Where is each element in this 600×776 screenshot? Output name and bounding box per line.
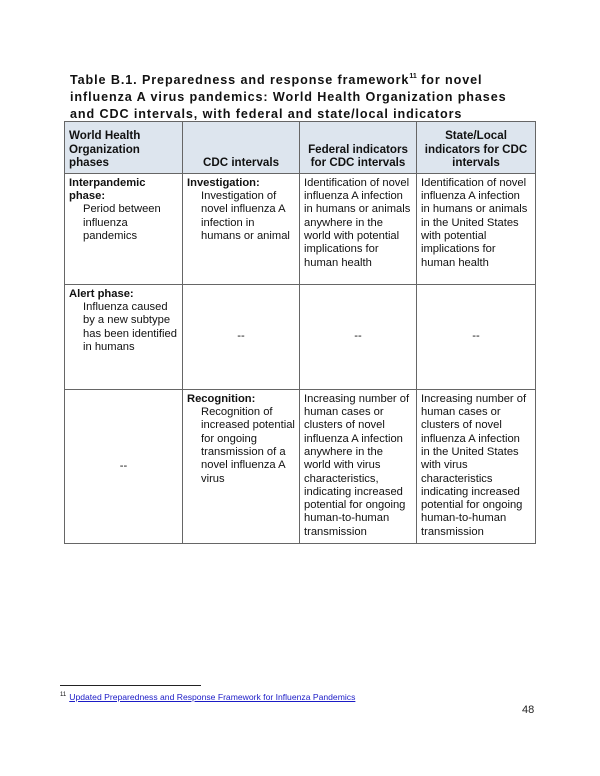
cdc-interval-description: Recognition of increased potential for ongoing transmission of a novel influenza A virus (201, 406, 295, 485)
table-header-row (65, 122, 536, 174)
page-number: 48 (522, 704, 535, 716)
federal-indicator-cell: -- (300, 284, 417, 389)
framework-table (64, 121, 536, 544)
caption-text-continued: for novel influenza A virus pandemics: World Health Organization phases and CDC intervals, with federal and state/local indicators (70, 73, 507, 121)
header-who-phases: World Health Organization phases (65, 122, 183, 174)
table-caption (70, 72, 530, 123)
header-state-local-indicators: State/Local indicators for CDC intervals (417, 122, 536, 174)
who-phase-cell (65, 173, 183, 284)
who-phase-title: Interpandemic phase: (69, 176, 146, 203)
table-row (65, 389, 536, 543)
header-cdc-intervals: CDC intervals (183, 122, 300, 174)
cdc-interval-title: Recognition: (187, 392, 256, 405)
footnote (60, 692, 355, 702)
state-local-indicator-cell: -- (417, 284, 536, 389)
cdc-interval-cell: -- (183, 284, 300, 389)
state-local-indicator-cell: Identification of novel influenza A infection in humans or animals in the United States with potential implications for human health (417, 173, 536, 284)
federal-indicator-cell: Increasing number of human cases or clusters of novel influenza A infection anywhere in the world with virus characteristics, indicating increased potential for ongoing human-to-human transmission (300, 389, 417, 543)
cdc-interval-cell (183, 173, 300, 284)
cdc-interval-title: Investigation: (187, 176, 260, 189)
who-phase-cell: -- (65, 389, 183, 543)
footnote-mark: 11 (60, 692, 67, 698)
state-local-indicator-cell: Increasing number of human cases or clusters of novel influenza A infection in the United States with virus characteristics indicating increased potential for ongoing human-to-human transmission (417, 389, 536, 543)
who-phase-title: Alert phase: (69, 287, 134, 300)
caption-text: Table B.1. Preparedness and response framework (70, 73, 410, 87)
table-row (65, 284, 536, 389)
footnote-divider (60, 685, 201, 686)
header-federal-indicators: Federal indicators for CDC intervals (300, 122, 417, 174)
federal-indicator-cell: Identification of novel influenza A infection in humans or animals anywhere in the world with potential implications for human health (300, 173, 417, 284)
footnote-ref[interactable]: 11 (409, 73, 417, 80)
who-phase-cell (65, 284, 183, 389)
table-row (65, 173, 536, 284)
footnote-link[interactable]: Updated Preparedness and Response Framework for Influenza Pandemics (69, 692, 356, 702)
who-phase-description: Period between influenza pandemics (83, 203, 161, 242)
cdc-interval-cell (183, 389, 300, 543)
who-phase-description: Influenza caused by a new subtype has been identified in humans (83, 301, 177, 353)
cdc-interval-description: Investigation of novel influenza A infection in humans or animal (201, 190, 290, 242)
